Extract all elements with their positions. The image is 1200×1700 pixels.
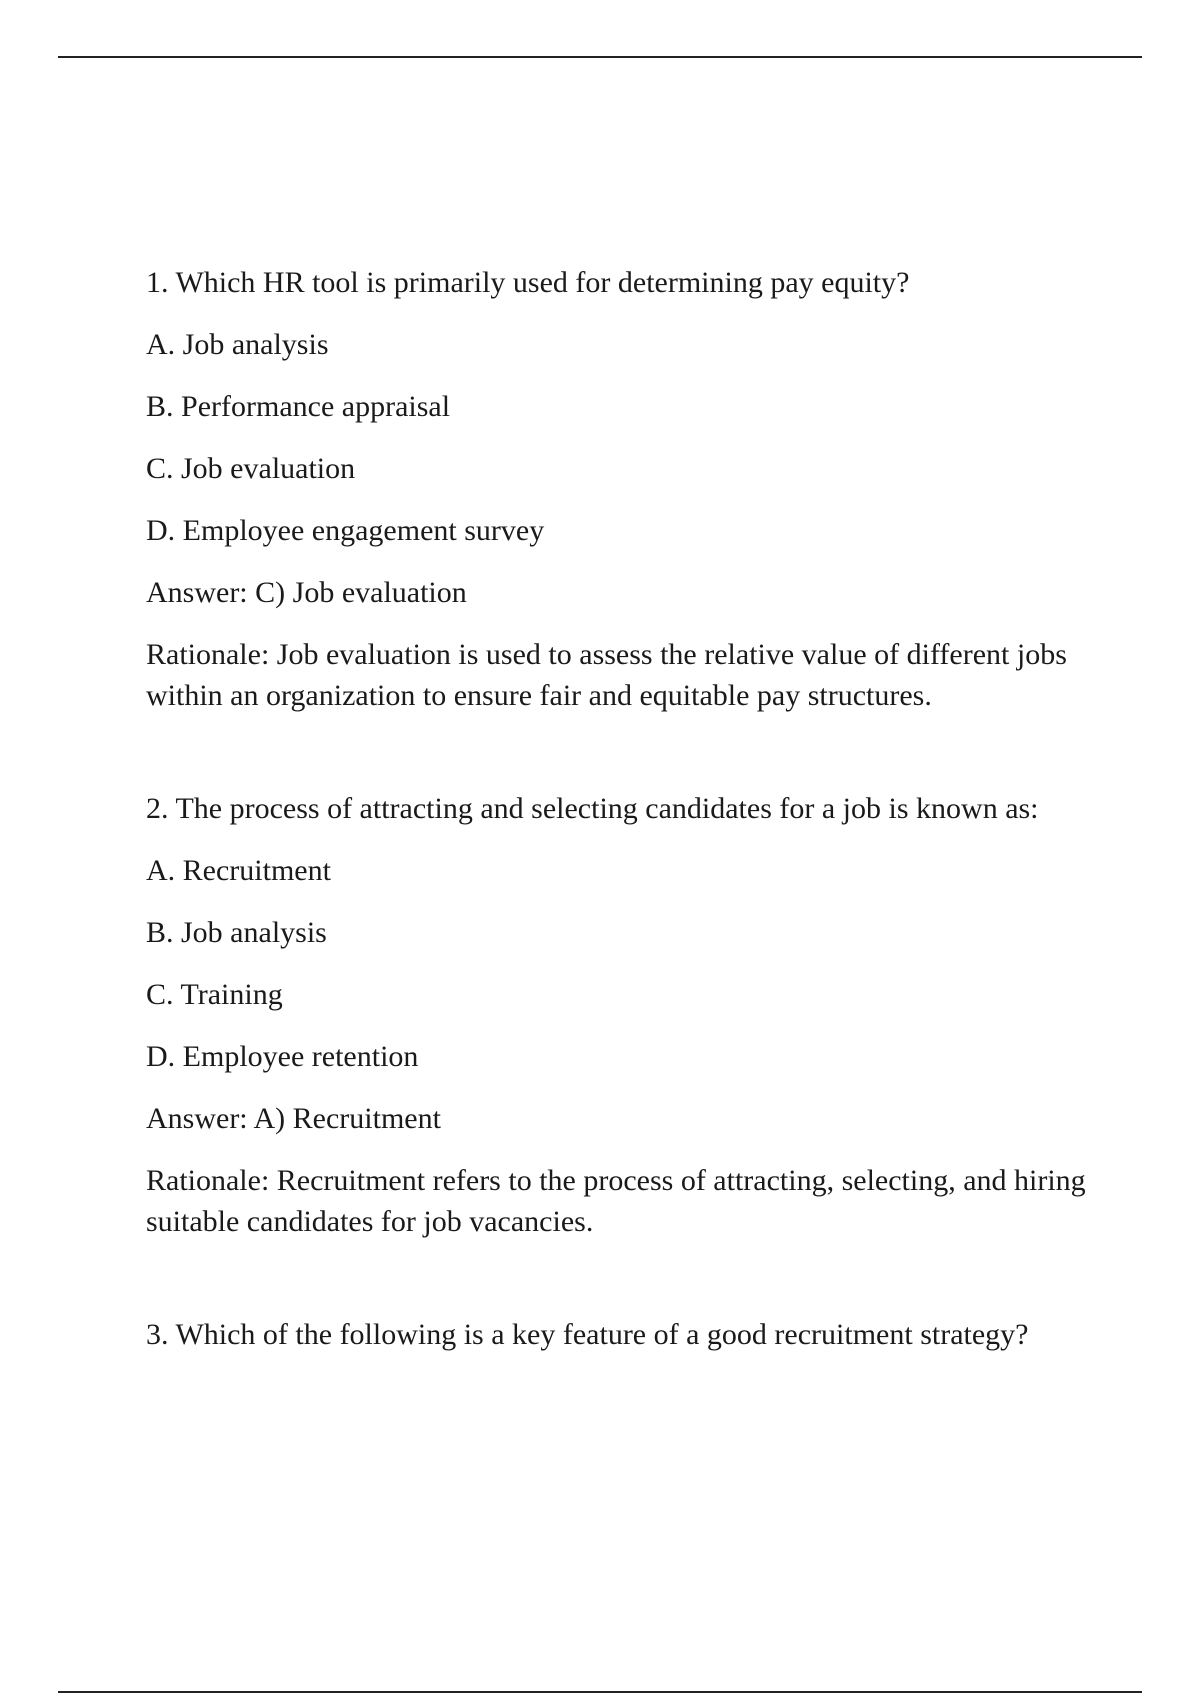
option-c: C. Job evaluation — [146, 452, 356, 485]
question-block-3 — [146, 1314, 1086, 1355]
footer-rule — [58, 1691, 1142, 1693]
answer-text: Answer: A) Recruitment — [146, 1102, 441, 1135]
option-d: D. Employee engagement survey — [146, 514, 545, 547]
rationale-text: Rationale: Recruitment refers to the process of attracting, selecting, and hiring suitable candidates for job vacancies. — [146, 1164, 1086, 1238]
rationale-text: Rationale: Job evaluation is used to assess the relative value of different jobs within an organization to ensure fair and equitable pay structures. — [146, 638, 1067, 712]
option-b: B. Job analysis — [146, 916, 327, 949]
option-c: C. Training — [146, 978, 283, 1011]
option-b: B. Performance appraisal — [146, 390, 451, 423]
option-a: A. Recruitment — [146, 854, 331, 887]
question-text: 1. Which HR tool is primarily used for determining pay equity? — [146, 266, 910, 299]
question-text: 2. The process of attracting and selecting candidates for a job is known as: — [146, 792, 1039, 825]
question-text: 3. Which of the following is a key feature of a good recruitment strategy? — [146, 1318, 1029, 1351]
question-block-1 — [146, 262, 1086, 716]
option-d: D. Employee retention — [146, 1040, 419, 1073]
answer-text: Answer: C) Job evaluation — [146, 576, 467, 609]
option-a: A. Job analysis — [146, 328, 329, 361]
page-content — [146, 262, 1086, 1376]
question-block-2 — [146, 788, 1086, 1242]
header-rule — [58, 56, 1142, 58]
